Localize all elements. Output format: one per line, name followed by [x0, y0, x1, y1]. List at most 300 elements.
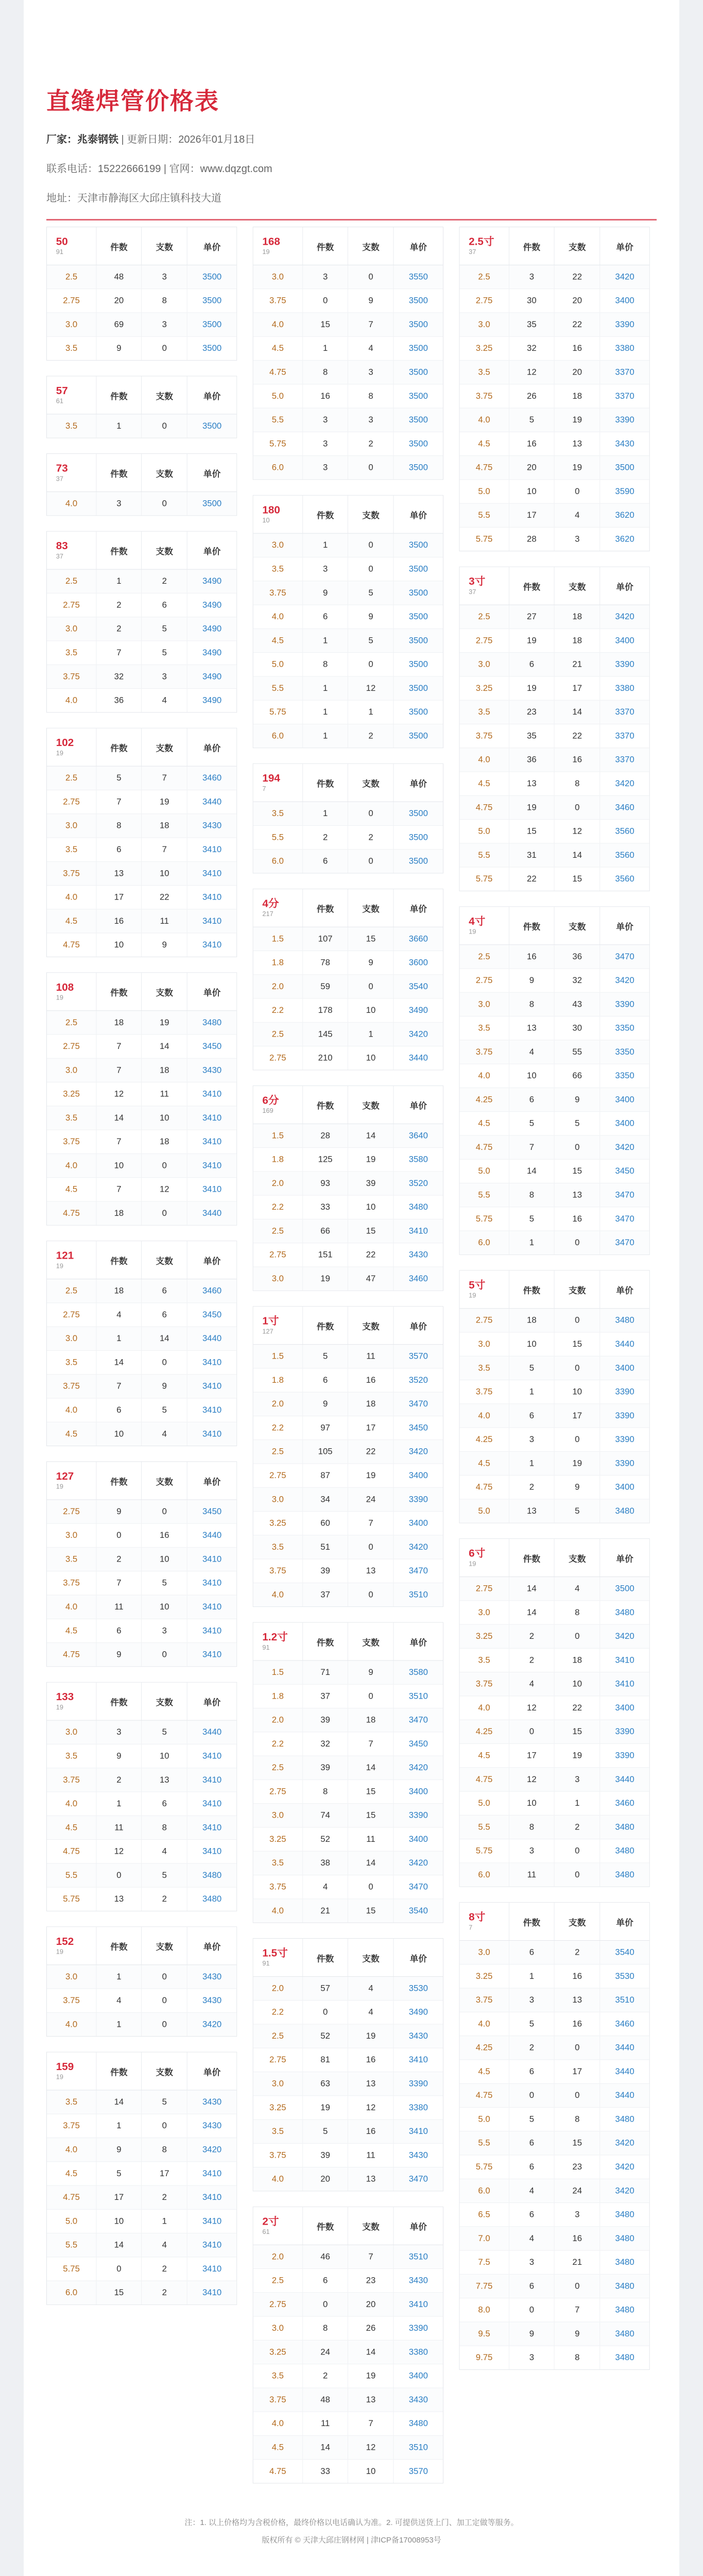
bundle-count-cell: 87	[302, 1464, 348, 1487]
thickness-cell: 5.75	[459, 2155, 509, 2179]
table-row	[459, 1136, 649, 1159]
col-header-pcs: 支数	[555, 1270, 600, 1308]
col-header-qty: 件数	[509, 907, 554, 944]
thickness-cell: 3.0	[47, 1523, 96, 1547]
bundle-count-cell: 17	[96, 885, 142, 909]
piece-count-cell: 5	[142, 1571, 187, 1595]
piece-count-cell: 0	[142, 1350, 187, 1374]
table-row	[253, 2364, 443, 2388]
bundle-count-cell: 6	[509, 2274, 554, 2298]
spec-table	[253, 889, 443, 1070]
thickness-cell: 6.0	[459, 2179, 509, 2202]
table-row	[47, 1840, 236, 1863]
piece-count-cell: 7	[555, 2298, 600, 2322]
bundle-count-cell: 0	[509, 1720, 554, 1743]
unit-price-cell: 3420	[393, 1535, 443, 1559]
thickness-cell: 3.75	[459, 724, 509, 748]
unit-price-cell: 3440	[600, 2036, 649, 2060]
unit-price-cell: 3500	[393, 533, 443, 557]
table-row	[253, 605, 443, 629]
piece-count-cell: 21	[555, 653, 600, 676]
col-header-price: 单价	[187, 454, 236, 492]
thickness-cell: 1.8	[253, 1368, 303, 1392]
piece-count-cell: 13	[348, 1559, 393, 1583]
table-row	[459, 795, 649, 819]
unit-price-cell: 3370	[600, 724, 649, 748]
unit-price-cell: 3430	[393, 1243, 443, 1267]
col-header-pcs: 支数	[348, 764, 393, 802]
bundle-count-cell: 39	[302, 2143, 348, 2167]
table-row	[253, 1511, 443, 1535]
piece-count-cell: 13	[555, 1183, 600, 1207]
thickness-cell: 2.5	[47, 1279, 96, 1303]
thickness-cell: 4.75	[459, 1136, 509, 1159]
bundle-count-cell: 2	[509, 1648, 554, 1672]
piece-count-cell: 18	[142, 814, 187, 838]
bundle-count-cell: 2	[96, 593, 142, 617]
bundle-count-cell: 32	[96, 665, 142, 688]
table-row	[47, 838, 236, 861]
unit-price-cell: 3350	[600, 1064, 649, 1088]
bundle-count-cell: 51	[302, 1535, 348, 1559]
thickness-cell: 3.5	[47, 838, 96, 861]
table-row	[253, 1660, 443, 1684]
thickness-cell: 4.75	[459, 456, 509, 480]
col-header-pcs: 支数	[142, 973, 187, 1010]
piece-count-cell: 5	[142, 2090, 187, 2114]
thickness-cell: 3.5	[47, 1106, 96, 1130]
thickness-cell: 3.25	[47, 1082, 96, 1106]
piece-count-cell: 10	[555, 1672, 600, 1696]
unit-price-cell: 3500	[393, 629, 443, 652]
unit-price-cell: 3480	[600, 2227, 649, 2250]
piece-count-cell: 0	[555, 1231, 600, 1255]
table-row	[47, 1500, 236, 1523]
unit-price-cell: 3410	[187, 2162, 236, 2185]
piece-count-cell: 0	[555, 1624, 600, 1648]
bundle-count-cell: 6	[509, 1088, 554, 1111]
unit-price-cell: 3420	[600, 2155, 649, 2179]
table-row	[253, 408, 443, 432]
unit-price-cell: 3430	[187, 1989, 236, 2012]
bundle-count-cell: 105	[302, 1440, 348, 1464]
table-row	[47, 617, 236, 641]
table-row	[459, 1040, 649, 1064]
unit-price-cell: 3420	[393, 1440, 443, 1464]
thickness-cell: 3.5	[253, 557, 303, 581]
table-row	[459, 2107, 649, 2131]
col-header-price: 单价	[393, 764, 443, 802]
table-row	[253, 2072, 443, 2095]
table-row	[253, 2143, 443, 2167]
bundle-count-cell: 57	[302, 1976, 348, 2000]
unit-price-cell: 3370	[600, 384, 649, 408]
col-header-pcs: 支数	[348, 496, 393, 533]
piece-count-cell: 0	[555, 1356, 600, 1380]
piece-count-cell: 7	[348, 1732, 393, 1756]
bundle-count-cell: 3	[509, 1988, 554, 2012]
thickness-cell: 4.0	[459, 2012, 509, 2036]
bundle-count-cell: 107	[302, 927, 348, 951]
unit-price-cell: 3430	[187, 2114, 236, 2138]
piece-count-cell: 10	[142, 861, 187, 885]
thickness-cell: 4.5	[47, 2162, 96, 2185]
spec-table	[46, 1682, 237, 1911]
spec-table	[46, 1462, 237, 1667]
table-row	[459, 2322, 649, 2346]
spec-count: 19	[469, 1560, 476, 1568]
spec-table	[253, 2207, 443, 2484]
spec-table	[46, 2052, 237, 2305]
thickness-cell: 4.0	[253, 1583, 303, 1606]
bundle-count-cell: 33	[302, 2460, 348, 2483]
bundle-count-cell: 5	[302, 2120, 348, 2143]
table-row	[253, 1827, 443, 1851]
col-header-pcs: 支数	[142, 376, 187, 414]
piece-count-cell: 22	[142, 885, 187, 909]
unit-price-cell: 3390	[600, 1743, 649, 1767]
table-row	[47, 1303, 236, 1327]
bundle-count-cell: 6	[509, 2131, 554, 2155]
piece-count-cell: 4	[555, 1577, 600, 1600]
thickness-cell: 3.75	[459, 1040, 509, 1064]
piece-count-cell: 6	[142, 1792, 187, 1816]
bundle-count-cell: 151	[302, 1243, 348, 1267]
unit-price-cell: 3660	[393, 927, 443, 951]
bundle-count-cell: 31	[509, 843, 554, 867]
table-row	[459, 1720, 649, 1743]
bundle-count-cell: 32	[302, 1732, 348, 1756]
bundle-count-cell: 1	[302, 724, 348, 748]
piece-count-cell: 47	[348, 1267, 393, 1291]
table-row	[253, 1440, 443, 1464]
col-header-qty: 件数	[96, 1683, 142, 1720]
table-row	[459, 724, 649, 748]
spec-name: 6分	[262, 1094, 279, 1107]
piece-count-cell: 10	[348, 2460, 393, 2483]
thickness-cell: 3.0	[253, 2072, 303, 2095]
thickness-cell: 3.0	[47, 313, 96, 336]
bundle-count-cell: 46	[302, 2245, 348, 2268]
thickness-cell: 2.75	[253, 1243, 303, 1267]
spec-count: 169	[262, 1107, 273, 1115]
thickness-cell: 4.5	[459, 432, 509, 455]
table-row	[253, 2001, 443, 2024]
table-row	[253, 1851, 443, 1875]
bundle-count-cell: 20	[509, 456, 554, 480]
spec-header	[47, 454, 96, 492]
table-row	[253, 2268, 443, 2292]
unit-price-cell: 3440	[187, 1523, 236, 1547]
thickness-cell: 2.5	[47, 569, 96, 593]
table-row	[459, 1159, 649, 1183]
table-row	[253, 1780, 443, 1803]
unit-price-cell: 3600	[393, 951, 443, 975]
piece-count-cell: 8	[142, 1816, 187, 1839]
piece-count-cell: 0	[348, 557, 393, 581]
col-header-price: 单价	[600, 1270, 649, 1308]
bundle-count-cell: 5	[509, 2012, 554, 2036]
bundle-count-cell: 3	[509, 1428, 554, 1451]
unit-price-cell: 3410	[393, 1219, 443, 1243]
thickness-cell: 7.75	[459, 2274, 509, 2298]
col-header-qty: 件数	[302, 1939, 348, 1976]
thickness-cell: 4.5	[47, 909, 96, 933]
unit-price-cell: 3390	[393, 1804, 443, 1827]
spec-header	[47, 376, 96, 414]
unit-price-cell: 3410	[393, 2120, 443, 2143]
maker-name: 兆泰钢铁	[77, 134, 118, 145]
thickness-cell: 3.0	[47, 1058, 96, 1082]
unit-price-cell: 3410	[187, 1130, 236, 1154]
piece-count-cell: 13	[555, 1988, 600, 2012]
col-header-price: 单价	[187, 973, 236, 1010]
piece-count-cell: 17	[555, 676, 600, 700]
thickness-cell: 6.0	[47, 2281, 96, 2304]
col-header-qty: 件数	[509, 1903, 554, 1940]
piece-count-cell: 10	[142, 1547, 187, 1571]
unit-price-cell: 3500	[187, 492, 236, 515]
piece-count-cell: 10	[555, 1380, 600, 1403]
bundle-count-cell: 74	[302, 1804, 348, 1827]
col-header-price: 单价	[393, 1307, 443, 1344]
unit-price-cell: 3490	[393, 2001, 443, 2024]
bundle-count-cell: 17	[509, 1743, 554, 1767]
piece-count-cell: 0	[142, 1989, 187, 2012]
bundle-count-cell: 4	[96, 1303, 142, 1327]
table-row	[459, 480, 649, 503]
table-row	[459, 1577, 649, 1600]
table-row	[459, 1672, 649, 1696]
thickness-cell: 3.0	[47, 617, 96, 641]
unit-price-cell: 3400	[600, 629, 649, 652]
table-row	[459, 843, 649, 867]
thickness-cell: 4.5	[47, 1178, 96, 1201]
piece-count-cell: 30	[555, 1016, 600, 1040]
col-header-qty: 件数	[96, 2053, 142, 2090]
piece-count-cell: 18	[348, 1392, 393, 1416]
piece-count-cell: 22	[555, 313, 600, 336]
table-row	[253, 336, 443, 360]
unit-price-cell: 3410	[393, 2293, 443, 2316]
table-row	[253, 1804, 443, 1827]
unit-price-cell: 3400	[600, 1696, 649, 1720]
table-row	[253, 1732, 443, 1756]
thickness-cell: 2.75	[47, 289, 96, 313]
thickness-cell: 5.5	[459, 503, 509, 527]
thickness-cell: 4.5	[253, 336, 303, 360]
table-row	[253, 360, 443, 384]
table-row	[47, 885, 236, 909]
unit-price-cell: 3380	[600, 336, 649, 360]
piece-count-cell: 16	[555, 2227, 600, 2250]
unit-price-cell: 3480	[187, 1011, 236, 1035]
bundle-count-cell: 35	[509, 313, 554, 336]
piece-count-cell: 0	[142, 336, 187, 360]
spec-table	[253, 1086, 443, 1291]
piece-count-cell: 10	[142, 1595, 187, 1619]
table-row	[459, 1356, 649, 1380]
thickness-cell: 4.75	[253, 360, 303, 384]
bundle-count-cell: 12	[96, 1082, 142, 1106]
bundle-count-cell: 48	[96, 265, 142, 289]
piece-count-cell: 3	[348, 360, 393, 384]
unit-price-cell: 3440	[187, 1720, 236, 1744]
spec-name: 152	[56, 1936, 74, 1947]
piece-count-cell: 9	[348, 289, 393, 313]
bundle-count-cell: 1	[96, 1965, 142, 1989]
table-row	[253, 850, 443, 873]
col-header-pcs: 支数	[142, 1241, 187, 1279]
bundle-count-cell: 8	[509, 1183, 554, 1207]
table-row	[47, 1201, 236, 1225]
bundle-count-cell: 17	[509, 503, 554, 527]
table-row	[253, 1345, 443, 1368]
unit-price-cell: 3420	[600, 2179, 649, 2202]
unit-price-cell: 3400	[600, 1112, 649, 1136]
thickness-cell: 4.5	[47, 1816, 96, 1839]
bundle-count-cell: 1	[302, 676, 348, 700]
address-line: 地址：天津市静海区大邱庄镇科技大道	[46, 193, 221, 204]
unit-price-cell: 3410	[187, 1154, 236, 1177]
unit-price-cell: 3500	[393, 313, 443, 336]
spec-table	[46, 227, 237, 361]
bundle-count-cell: 1	[96, 1327, 142, 1350]
unit-price-cell: 3470	[393, 1392, 443, 1416]
bundle-count-cell: 0	[302, 2293, 348, 2316]
table-row	[253, 951, 443, 975]
piece-count-cell: 12	[555, 819, 600, 843]
table-row	[47, 1768, 236, 1792]
unit-price-cell: 3460	[393, 1267, 443, 1291]
thickness-cell: 5.5	[253, 825, 303, 849]
thickness-cell: 1.5	[253, 1660, 303, 1684]
piece-count-cell: 24	[348, 1487, 393, 1511]
piece-count-cell: 9	[348, 605, 393, 629]
bundle-count-cell: 1	[96, 2012, 142, 2036]
unit-price-cell: 3390	[600, 313, 649, 336]
piece-count-cell: 3	[142, 1619, 187, 1642]
col-header-qty: 件数	[302, 227, 348, 265]
piece-count-cell: 5	[555, 1112, 600, 1136]
piece-count-cell: 3	[555, 1768, 600, 1791]
col-header-pcs: 支数	[348, 1086, 393, 1124]
thickness-cell: 6.0	[253, 724, 303, 748]
piece-count-cell: 0	[142, 2012, 187, 2036]
table-row	[47, 1011, 236, 1035]
unit-price-cell: 3490	[187, 688, 236, 712]
piece-count-cell: 0	[555, 795, 600, 819]
col-header-price: 单价	[600, 1903, 649, 1940]
bundle-count-cell: 10	[96, 933, 142, 957]
piece-count-cell: 13	[348, 2167, 393, 2191]
col-header-price: 单价	[187, 376, 236, 414]
col-header-qty: 件数	[302, 889, 348, 927]
thickness-cell: 2.5	[459, 605, 509, 629]
bundle-count-cell: 60	[302, 1511, 348, 1535]
bundle-count-cell: 16	[509, 945, 554, 969]
contact-line: 联系电话：15222666199 | 官网：www.dqzgt.com	[46, 163, 272, 175]
thickness-cell: 3.25	[459, 336, 509, 360]
bundle-count-cell: 6	[96, 1398, 142, 1422]
spec-name: 194	[262, 772, 280, 785]
piece-count-cell: 3	[348, 408, 393, 432]
bundle-count-cell: 2	[302, 825, 348, 849]
table-row	[253, 629, 443, 652]
thickness-cell: 3.0	[47, 814, 96, 838]
bundle-count-cell: 3	[96, 1720, 142, 1744]
piece-count-cell: 2	[555, 1940, 600, 1964]
table-row	[253, 2024, 443, 2048]
thickness-cell: 3.0	[253, 2316, 303, 2340]
table-row	[459, 1839, 649, 1863]
thickness-cell: 4.0	[253, 1899, 303, 1923]
unit-price-cell: 3530	[600, 1964, 649, 1988]
piece-count-cell: 9	[555, 1476, 600, 1499]
table-row	[253, 2048, 443, 2072]
thickness-cell: 5.5	[459, 2131, 509, 2155]
unit-price-cell: 3500	[187, 414, 236, 438]
spec-header	[459, 567, 509, 605]
thickness-cell: 4.25	[459, 1428, 509, 1451]
unit-price-cell: 3410	[393, 2048, 443, 2072]
piece-count-cell: 6	[142, 1279, 187, 1303]
unit-price-cell: 3420	[393, 1022, 443, 1046]
update-date: | 更新日期：2026年01月18日	[118, 134, 255, 145]
thickness-cell: 4.0	[47, 2012, 96, 2036]
thickness-cell: 3.0	[253, 1267, 303, 1291]
col-header-qty: 件数	[302, 496, 348, 533]
col-header-pcs: 支数	[348, 889, 393, 927]
piece-count-cell: 5	[142, 1863, 187, 1887]
piece-count-cell: 3	[142, 265, 187, 289]
table-row	[459, 819, 649, 843]
piece-count-cell: 4	[348, 1976, 393, 2000]
thickness-cell: 4.75	[459, 1476, 509, 1499]
bundle-count-cell: 210	[302, 1046, 348, 1070]
bundle-count-cell: 19	[302, 1267, 348, 1291]
bundle-count-cell: 0	[96, 1863, 142, 1887]
bundle-count-cell: 81	[302, 2048, 348, 2072]
piece-count-cell: 15	[348, 1780, 393, 1803]
table-row	[47, 1619, 236, 1642]
spec-name: 6寸	[469, 1547, 486, 1560]
thickness-cell: 4.75	[459, 1768, 509, 1791]
unit-price-cell: 3480	[600, 2298, 649, 2322]
unit-price-cell: 3440	[600, 2083, 649, 2107]
table-row	[253, 975, 443, 998]
bundle-count-cell: 12	[509, 1768, 554, 1791]
bundle-count-cell: 37	[302, 1684, 348, 1708]
unit-price-cell: 3410	[187, 909, 236, 933]
thickness-cell: 3.0	[47, 1965, 96, 1989]
unit-price-cell: 3620	[600, 503, 649, 527]
thickness-cell: 3.5	[459, 1648, 509, 1672]
thickness-cell: 4.0	[47, 1398, 96, 1422]
bundle-count-cell: 16	[509, 432, 554, 455]
bundle-count-cell: 6	[302, 605, 348, 629]
bundle-count-cell: 5	[96, 2162, 142, 2185]
unit-price-cell: 3410	[187, 1816, 236, 1839]
piece-count-cell: 8	[555, 772, 600, 795]
bundle-count-cell: 14	[302, 2435, 348, 2459]
bundle-count-cell: 36	[509, 748, 554, 772]
table-row	[47, 1816, 236, 1839]
thickness-cell: 1.5	[253, 1345, 303, 1368]
unit-price-cell: 3500	[600, 1577, 649, 1600]
table-row	[253, 1684, 443, 1708]
piece-count-cell: 16	[555, 1207, 600, 1231]
